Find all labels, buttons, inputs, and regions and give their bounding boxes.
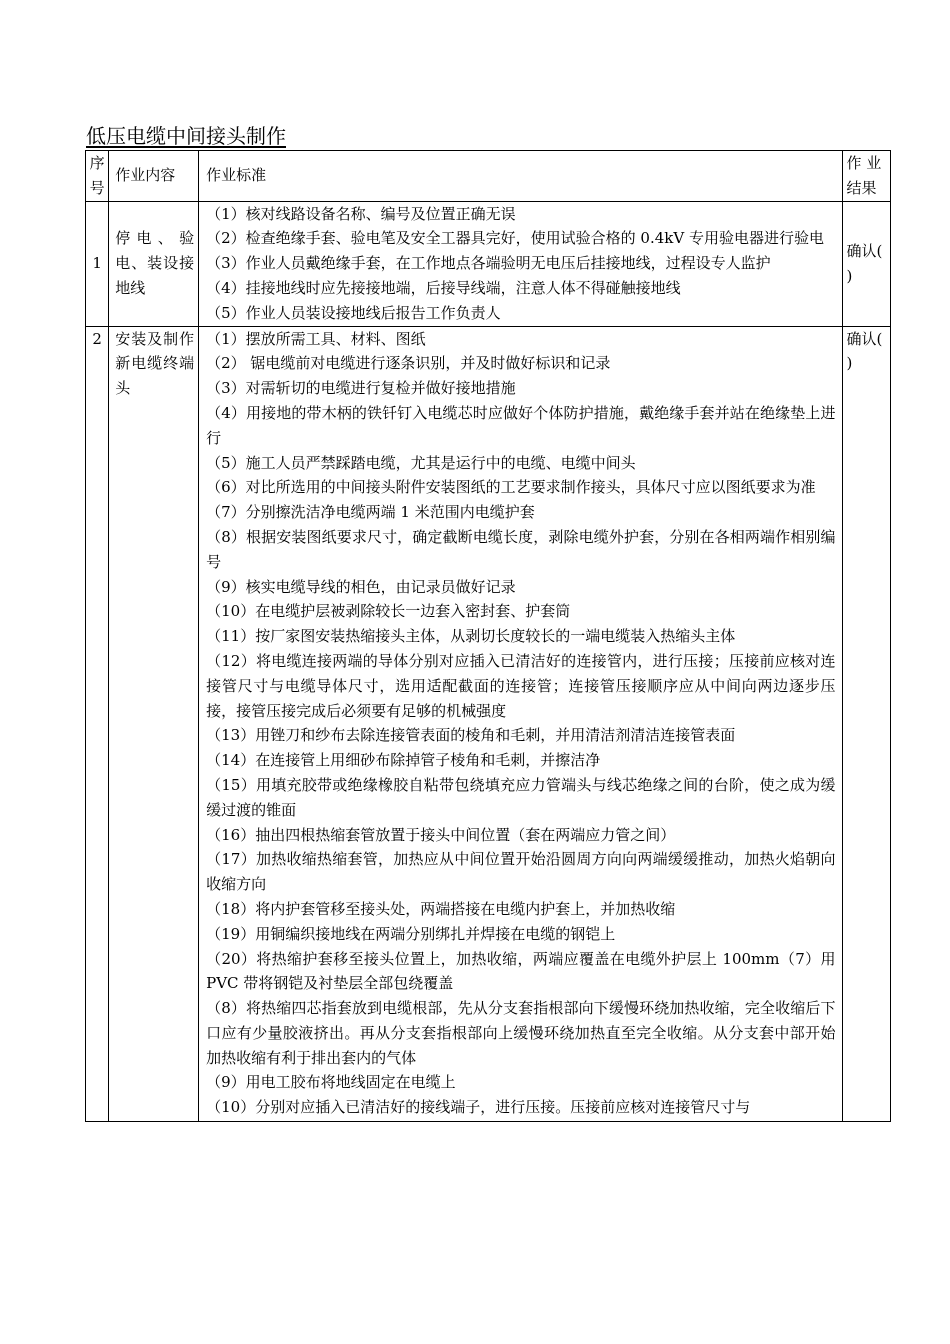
row-content: 安装及制作新电缆终端头 [109, 326, 199, 1122]
header-seq: 序号 [86, 151, 109, 202]
document-title: 低压电缆中间接头制作 [86, 124, 286, 148]
standard-item: （9）用电工胶布将地线固定在电缆上 [206, 1073, 456, 1092]
header-standard: 作业标准 [199, 151, 842, 202]
standard-item: （2）检查绝缘手套、验电笔及安全工器具完好，使用试验合格的 0.4kV 专用验电器进行验电 [206, 229, 824, 248]
standard-item: （15）用填充胶带或绝缘橡胶自粘带包绕填充应力管端头与线芯绝缘之间的台阶，使之成为缓缓过渡的锥面 [206, 775, 836, 819]
standard-item: （6）对比所选用的中间接头附件安装图纸的工艺要求制作接头，具体尺寸应以图纸要求为准 [206, 478, 816, 497]
standard-item: （17）加热收缩热缩套管，加热应从中间位置开始沿圆周方向向两端缓缓推动，加热火焰朝向收缩方向 [206, 850, 836, 894]
table-header-row [86, 151, 891, 202]
row-result-confirm: 确认( ) [842, 326, 891, 1122]
standard-item: （1）核对线路设备名称、编号及位置正确无误 [206, 204, 516, 223]
row-standard [199, 326, 842, 1122]
work-standard-table [85, 150, 891, 1122]
row-result-confirm: 确认( ) [842, 201, 891, 326]
header-result: 作 业结果 [842, 151, 891, 202]
standard-item: （1）摆放所需工具、材料、图纸 [206, 329, 426, 348]
row-seq: 1 [86, 201, 109, 326]
standard-item: （8）根据安装图纸要求尺寸，确定截断电缆长度，剥除电缆外护套，分别在各相两端作相别编号 [206, 527, 836, 571]
standard-item: （12）将电缆连接两端的导体分别对应插入已清洁好的连接管内，进行压接；压接前应核对连接管尺寸与电缆导体尺寸，选用适配截面的连接管；连接管压接顺序应从中间向两边逐步压接，接管压接完成后必须要有足够的机械强度 [206, 651, 836, 720]
row-seq: 2 [86, 326, 109, 1122]
standard-item: （9）核实电缆导线的相色，由记录员做好记录 [206, 577, 516, 596]
standard-item: （8）将热缩四芯指套放到电缆根部，先从分支套指根部向下缓慢环绕加热收缩，完全收缩后下口应有少量胶液挤出。再从分支套指根部向上缓慢环绕加热直至完全收缩。从分支套中部开始加热收缩有利于排出套内的气体 [206, 999, 836, 1067]
table-row [86, 326, 891, 1122]
standard-item: （18）将内护套管移至接头处，两端搭接在电缆内护套上，并加热收缩 [206, 899, 676, 918]
row-standard [199, 201, 842, 326]
row-content: 停电、验电、装设接地线 [109, 201, 199, 326]
standard-item: （20）将热缩护套移至接头位置上，加热收缩，两端应覆盖在电缆外护层上 100mm（7）用 PVC 带将钢铠及衬垫层全部包绕覆盖 [206, 949, 836, 993]
standard-item: （3）作业人员戴绝缘手套，在工作地点各端验明无电压后挂接地线，过程设专人监护 [206, 254, 771, 273]
header-content: 作业内容 [109, 151, 199, 202]
standard-item: （13）用锉刀和纱布去除连接管表面的棱角和毛刺，并用清洁剂清洁连接管表面 [206, 726, 736, 745]
standard-item: （19）用铜编织接地线在两端分别绑扎并焊接在电缆的钢铠上 [206, 924, 616, 943]
standard-item: （4）用接地的带木柄的铁钎钉入电缆芯时应做好个体防护措施，戴绝缘手套并站在绝缘垫上进行 [206, 403, 836, 447]
standard-item: （2） 锯电缆前对电缆进行逐条识别，并及时做好标识和记录 [206, 354, 611, 373]
standard-item: （5）作业人员装设接地线后报告工作负责人 [206, 303, 501, 322]
standard-item: （10）分别对应插入已清洁好的接线端子，进行压接。压接前应核对连接管尺寸与 [206, 1098, 751, 1117]
standard-item: （11）按厂家图安装热缩接头主体，从剥切长度较长的一端电缆装入热缩头主体 [206, 627, 736, 646]
table-row [86, 201, 891, 326]
standard-item: （7）分别擦洗洁净电缆两端 1 米范围内电缆护套 [206, 503, 535, 522]
standard-item: （5）施工人员严禁踩踏电缆，尤其是运行中的电缆、电缆中间头 [206, 453, 636, 472]
standard-item: （10）在电缆护层被剥除较长一边套入密封套、护套筒 [206, 602, 571, 621]
standard-item: （14）在连接管上用细砂布除掉管子棱角和毛刺，并擦洁净 [206, 751, 601, 770]
standard-item: （4）挂接地线时应先接接地端，后接导线端，注意人体不得碰触接地线 [206, 278, 681, 297]
standard-item: （16）抽出四根热缩套管放置于接头中间位置（套在两端应力管之间） [206, 825, 676, 844]
standard-item: （3）对需斩切的电缆进行复检并做好接地措施 [206, 379, 516, 398]
